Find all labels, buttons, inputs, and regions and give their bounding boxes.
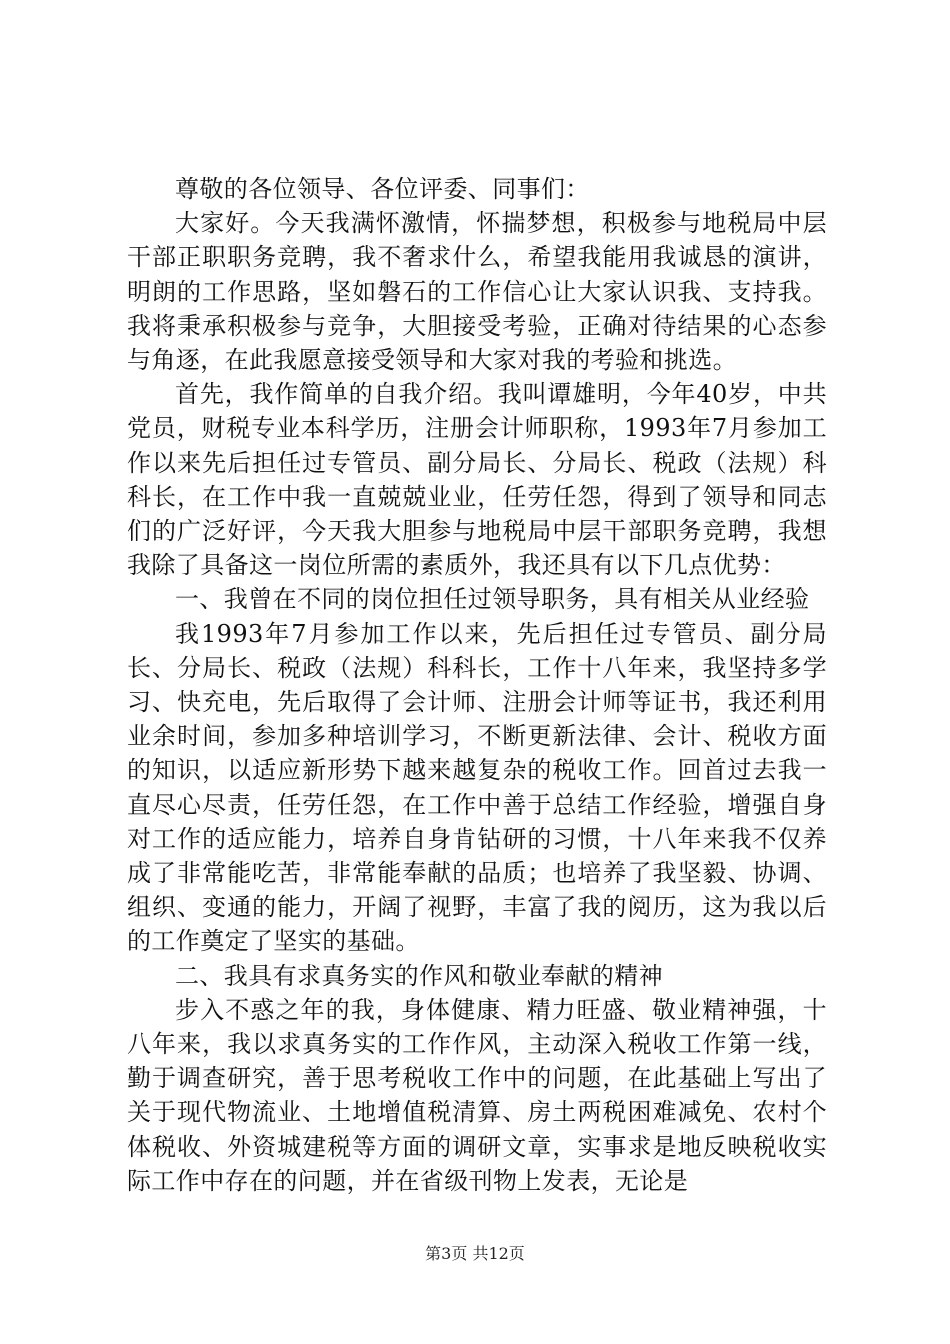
section-heading-2: 二、我具有求真务实的作风和敬业奉献的精神 [175,961,663,990]
document-body [127,172,827,1198]
salutation: 尊敬的各位领导、各位评委、同事们： [175,175,590,203]
paragraph-greeting: 大家好。今天我满怀激情，怀揣梦想，积极参与地税局中层干部正职职务竞聘，我不奢求什么，希望我能用我诚恳的演讲，明朗的工作思路，坚如磐石的工作信心让大家认识我、支持我。我将秉承积极参与竞争，大胆接受考验，正确对待结果的心态参与角逐，在此我愿意接受领导和大家对我的考验和挑选。 [127,209,827,375]
paragraph-experience: 我1993年7月参加工作以来，先后担任过专管员、副分局长、分局长、税政（法规）科科长，工作十八年来，我坚持多学习、快充电，先后取得了会计师、注册会计师等证书，我还利用业余时间，参加多种培训学习，不断更新法律、会计、税收方面的知识，以适应新形势下越来越复杂的税收工作。回首过去我一直尽心尽责，任劳任怨，在工作中善于总结工作经验，增强自身对工作的适应能力，培养自身肯钻研的习惯，十八年来我不仅养成了非常能吃苦，非常能奉献的品质；也培养了我坚毅、协调、组织、变通的能力，开阔了视野，丰富了我的阅历，这为我以后的工作奠定了坚实的基础。 [127,619,827,956]
paragraph-work-style: 步入不惑之年的我，身体健康、精力旺盛、敬业精神强，十八年来，我以求真务实的工作作风，主动深入税收工作第一线，勤于调查研究，善于思考税收工作中的问题，在此基础上写出了关于现代物流业、土地增值税清算、房土两税困难减免、农村个体税收、外资城建税等方面的调研文章，实事求是地反映税收实际工作中存在的问题，并在省级刊物上发表，无论是 [127,995,827,1195]
section-heading-1: 一、我曾在不同的岗位担任过领导职务，具有相关从业经验 [175,585,810,614]
page-number-footer: 第3页 共12页 [425,1244,525,1263]
paragraph-self-introduction: 首先，我作简单的自我介绍。我叫谭雄明，今年40岁，中共党员，财税专业本科学历，注册会计师职称，1993年7月参加工作以来先后担任过专管员、副分局长、分局长、税政（法规）科科长，在工作中我一直兢兢业业，任劳任怨，得到了领导和同志们的广泛好评，今天我大胆参与地税局中层干部职务竞聘，我想我除了具备这一岗位所需的素质外，我还具有以下几点优势： [127,380,827,580]
